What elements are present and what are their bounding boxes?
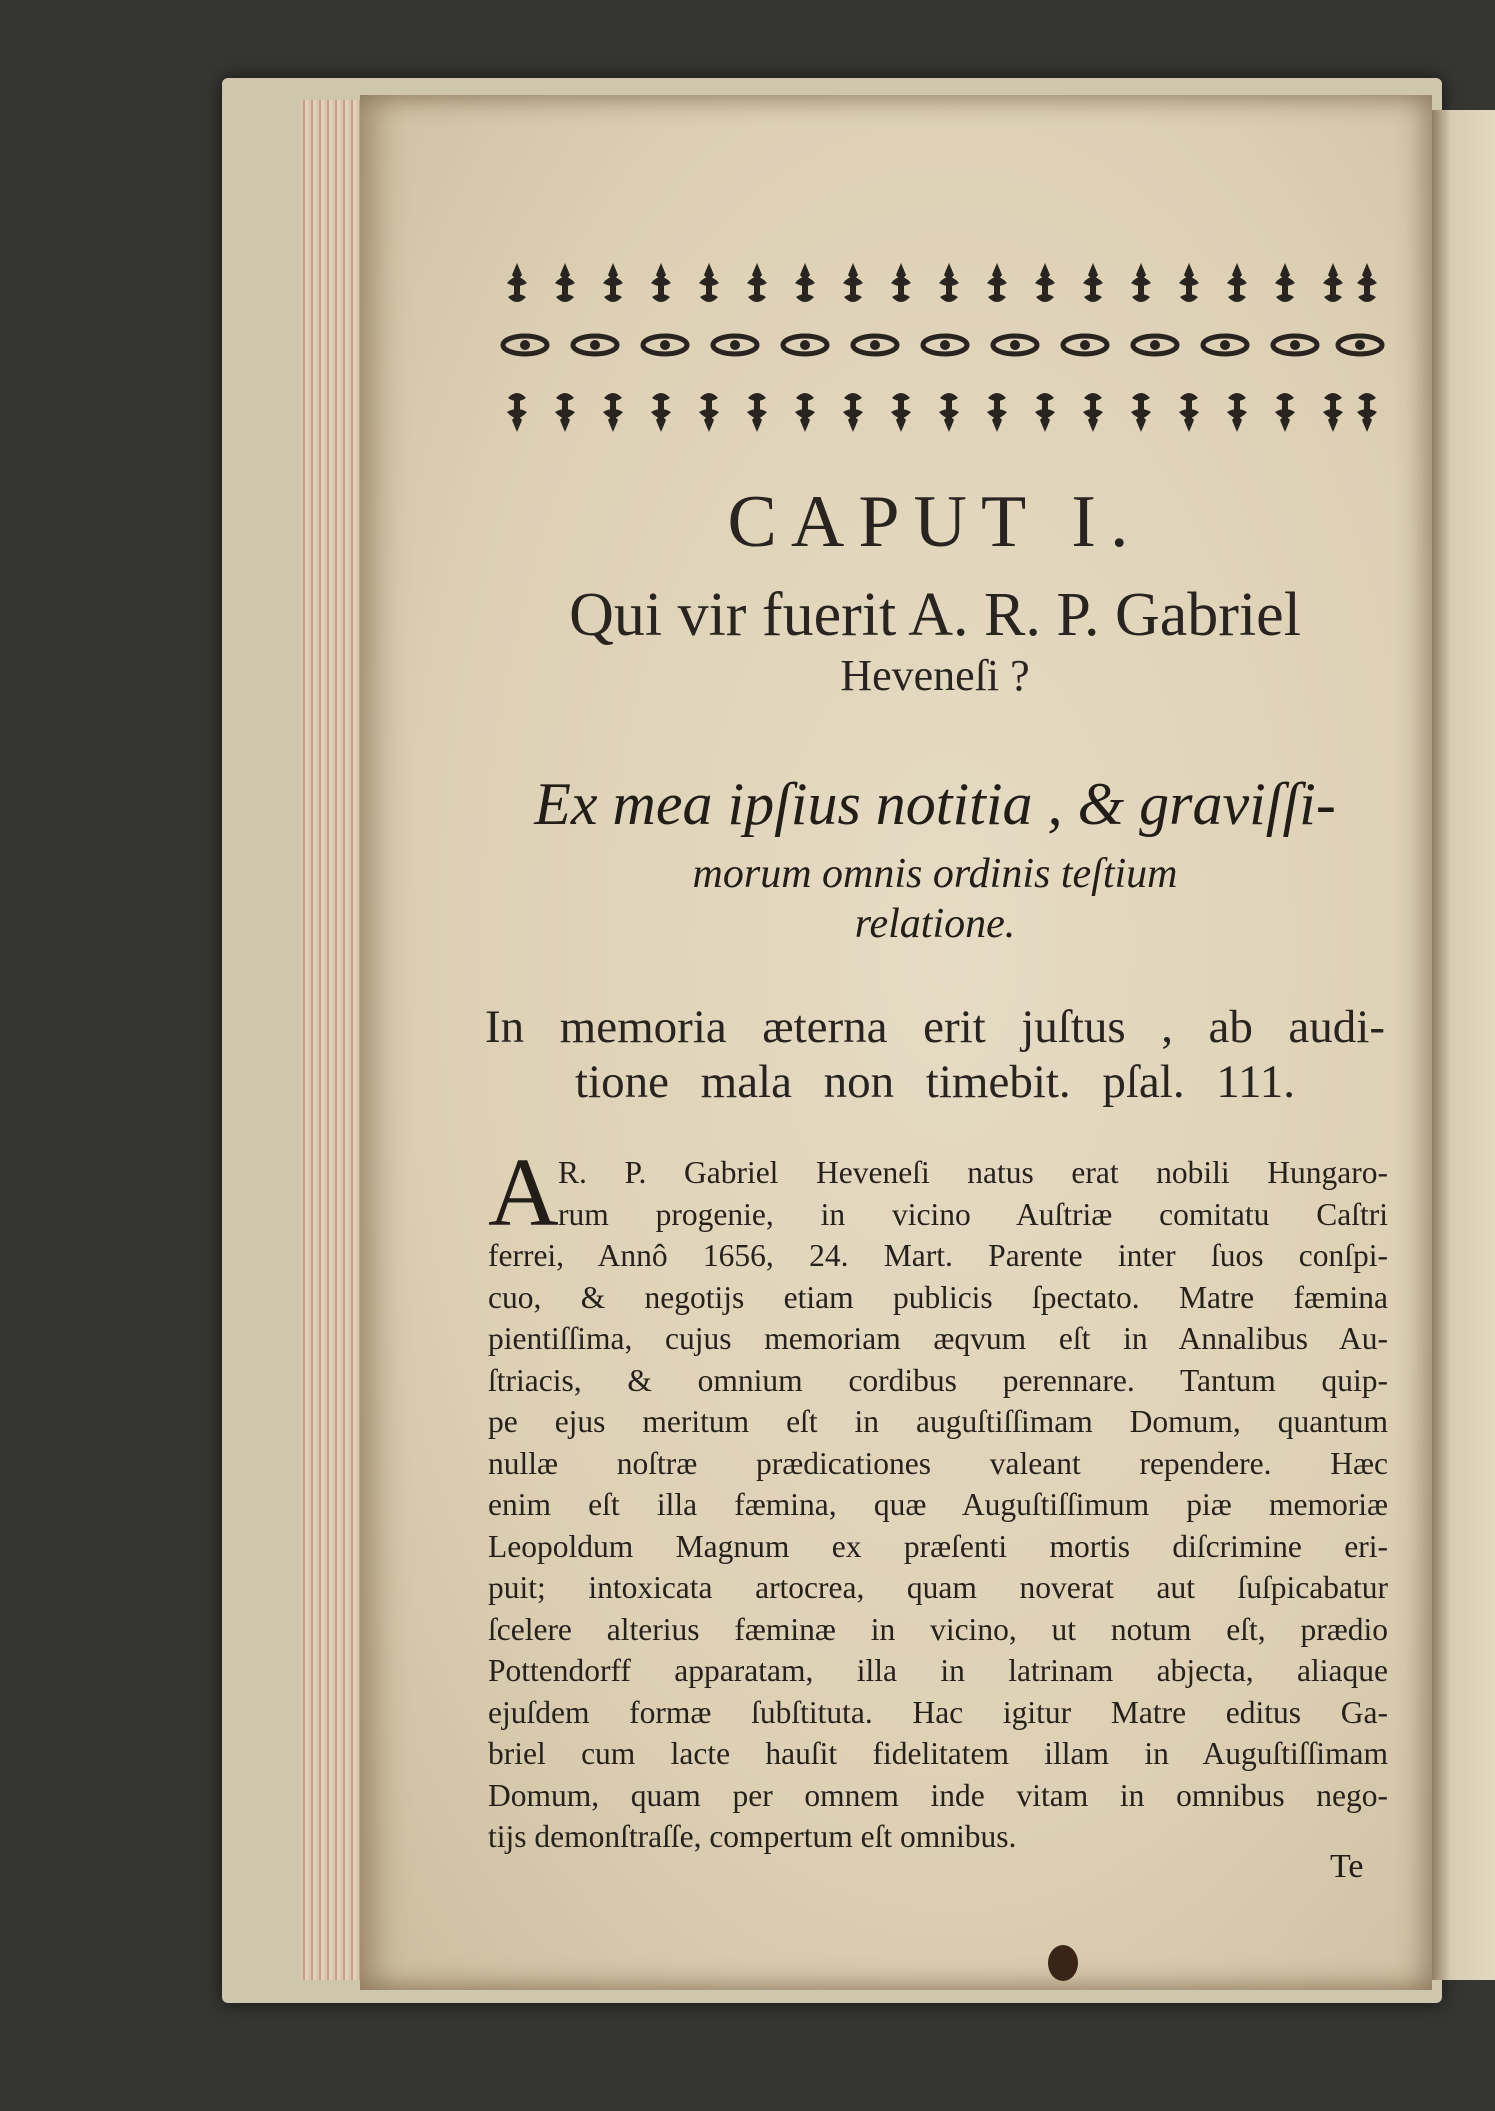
epigraph-line1: In memoria æterna erit juſtus , ab audi- [485,1001,1385,1053]
body-line: enim eſt illa fæmina, quæ Auguſtiſſimum piæ memoriæ [488,1487,1388,1522]
body-line: ejuſdem formæ ſubſtituta. Hac igitur Matre editus Ga- [488,1694,1388,1730]
epigraph-line2: tione mala non timebit. pſal. 111. [575,1056,1295,1108]
body-line: pientiſſima, cujus memoriam æqvum eſt in Annalibus Au- [488,1321,1388,1356]
body-line: rum progenie, in vicino Auſtriæ comitatu Caſtri [558,1196,1388,1232]
source-line1: Ex mea ipſius notitia , & graviſſi- [534,771,1336,837]
chapter-title-line2: Heveneſi ? [840,651,1030,700]
body-line: cuo, & negotijs etiam publicis ſpectato. Matre fæmina [488,1279,1388,1315]
body-line: R. P. Gabriel Heveneſi natus erat nobili Hungaro- [558,1155,1388,1190]
body-line: Domum, quam per omnem inde vitam in omnibus nego- [488,1777,1388,1813]
drop-cap: A [488,1139,559,1247]
ornament-row-top [507,263,1377,302]
ink-stain [1048,1945,1078,1981]
source-line2: morum omnis ordinis teſtium [692,851,1178,897]
body-line: puit; intoxicata artocrea, quam noverat aut ſuſpicabatur [488,1570,1388,1605]
chapter-title-line1: Qui vir fuerit A. R. P. Gabriel [569,581,1301,649]
body-line: ferrei, Annô 1656, 24. Mart. Parente inter ſuos conſpi- [488,1238,1388,1273]
body-line: Leopoldum Magnum ex præſenti mortis diſcrimine eri- [488,1528,1388,1564]
body-line: briel cum lacte hauſit fidelitatem illam in Auguſtiſſimam [488,1736,1388,1771]
body-line: Pottendorff apparatam, illa in latrinam abjecta, aliaque [488,1653,1388,1688]
facing-page-edge [1432,110,1495,1980]
ornament-row-middle [503,336,1382,354]
chapter-label: CAPUT I. [727,481,1143,563]
ornament-row-bottom [507,393,1377,432]
body-line: ſtriacis, & omnium cordibus perennare. Tantum quip- [488,1362,1388,1398]
ornamental-header-band [495,250,1385,440]
body-line: pe ejus meritum eſt in auguſtiſſimam Domum, quantum [488,1404,1388,1439]
source-line3: relatione. [854,901,1016,947]
body-line: tijs demonſtraſſe, compertum eſt omnibus. [488,1819,1017,1854]
body-line: nullæ noſtræ prædicationes valeant rependere. Hæc [488,1445,1388,1481]
body-line: ſcelere alterius fæminæ in vicino, ut notum eſt, prædio [488,1611,1388,1647]
catchword: Te [1330,1848,1364,1885]
body-text [488,1152,1388,1858]
